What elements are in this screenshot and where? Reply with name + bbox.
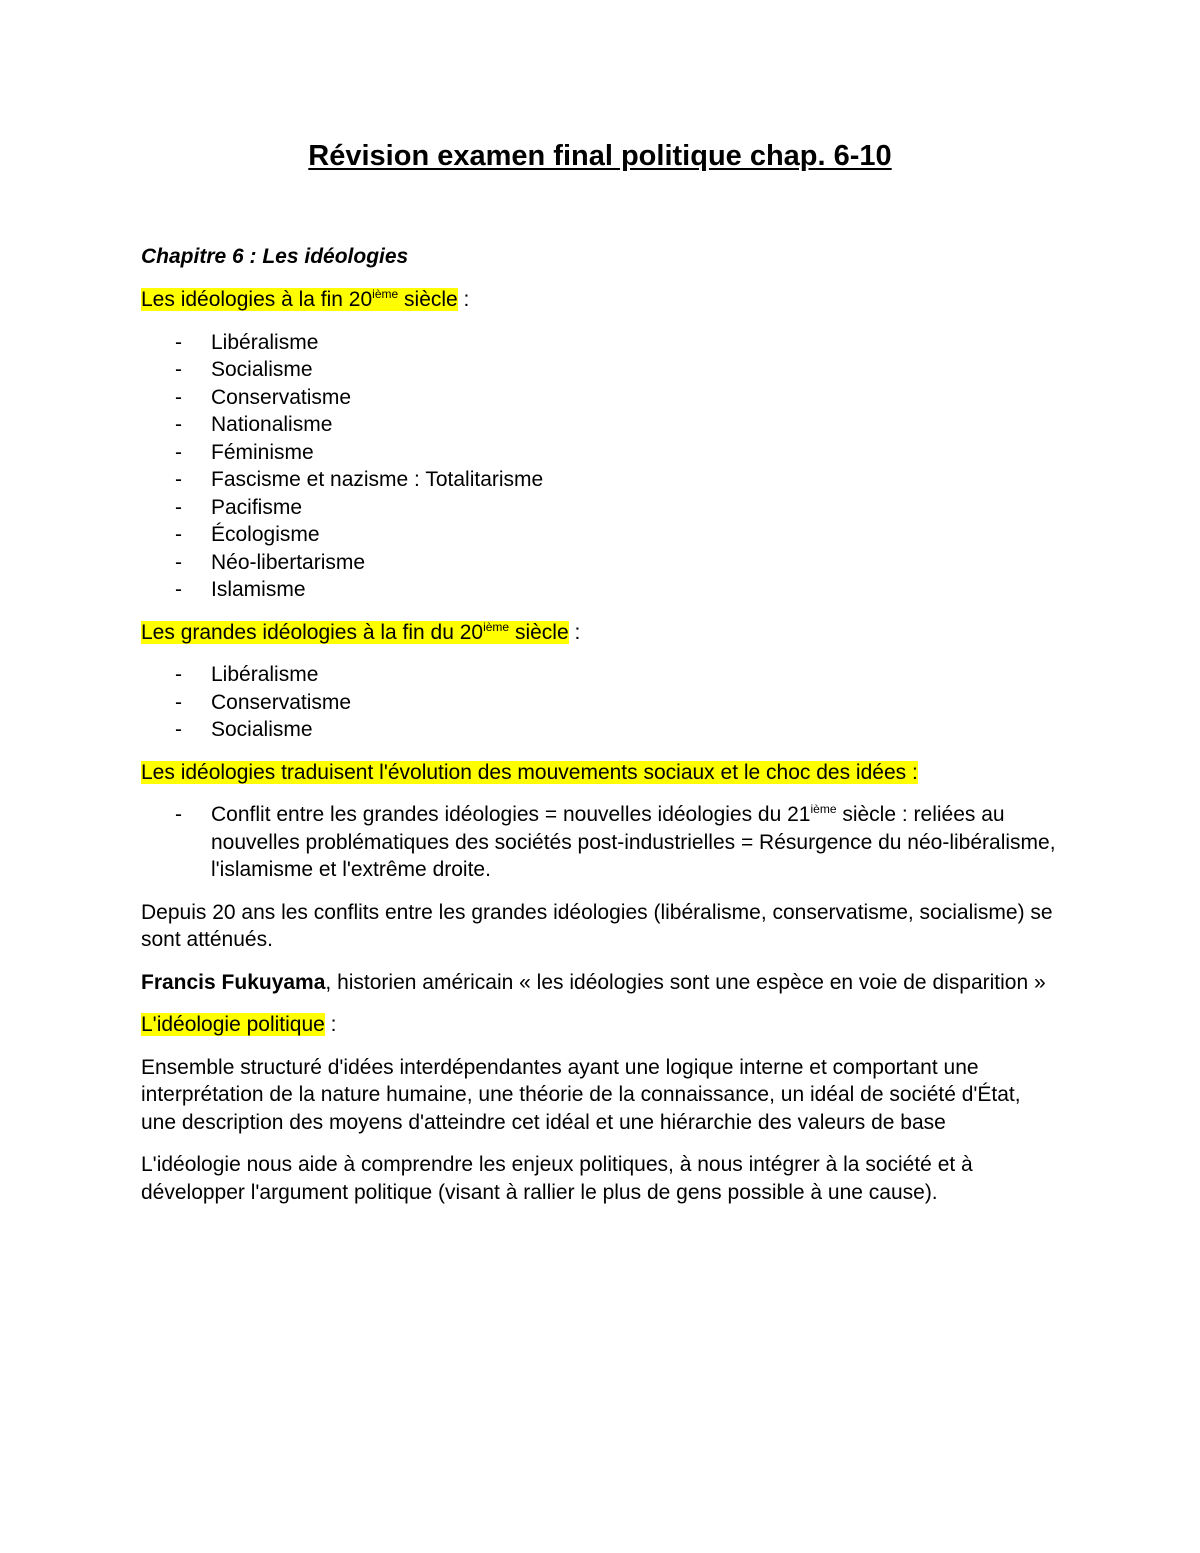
chapter-heading: Chapitre 6 : Les idéologies [141, 245, 409, 268]
paragraph-depuis: Depuis 20 ans les conflits entre les grandes idéologies (libéralisme, conservatisme, socialisme) se sont atténués. [141, 900, 1053, 951]
superscript: ième [372, 287, 399, 301]
document-title: Révision examen final politique chap. 6-10 [308, 140, 892, 172]
dash-marker: - [175, 385, 182, 409]
list-item-text: siècle : reliées au nouvelles problématiques des sociétés post-industrielles = Résurgence du néo-libéralisme, l'islamisme et l'extrême droite. [211, 803, 1056, 881]
list-item-text: Conservatisme [211, 690, 352, 714]
list-item-text: Socialisme [211, 718, 313, 741]
section-heading-ideologie-politique [141, 1011, 1061, 1039]
dash-marker: - [175, 718, 182, 741]
ideologies-list [141, 329, 1061, 604]
heading-text: siècle [509, 620, 569, 644]
list-item [141, 576, 1061, 604]
quote-text: , historien américain « les idéologies sont une espèce en voie de disparition » [325, 970, 1046, 994]
section-heading-ideologies-fin-20e [141, 286, 1061, 314]
highlighted-text [141, 288, 458, 311]
list-item [141, 549, 1061, 577]
heading-colon: : [324, 1013, 337, 1036]
dash-marker: - [175, 330, 182, 354]
dash-marker: - [175, 413, 182, 436]
list-item-text: Écologisme [211, 523, 320, 546]
section-heading-grandes-ideologies [141, 619, 1061, 647]
superscript: ième [483, 619, 510, 634]
list-item [141, 411, 1061, 439]
heading-text: Les grandes idéologies à la fin du 20 [141, 620, 484, 644]
paragraph-closing: L'idéologie nous aide à comprendre les enjeux politiques, à nous intégrer à la société et à développer l'argument politique (visant à rallier le plus de gens possible à une cause). [141, 1153, 973, 1204]
heading-text: siècle [398, 288, 458, 311]
list-item-text: Socialisme [211, 358, 313, 381]
dash-marker: - [175, 440, 182, 464]
heading-colon: : [568, 620, 581, 644]
paragraph-definition: Ensemble structuré d'idées interdépendantes ayant une logique interne et comportant une interprétation de la nature humaine, une théorie de la connaissance, un idéal de société d'État, une description des moyens d'atteindre cet idéal et une hiérarchie des valeurs de base [141, 1055, 1021, 1134]
list-item [141, 716, 1061, 744]
evolution-list [141, 801, 1061, 884]
list-item-text: Islamisme [211, 578, 306, 601]
heading-text: Les idéologies à la fin 20 [141, 288, 373, 311]
list-item [141, 384, 1061, 412]
list-item-text: Nationalisme [211, 413, 333, 436]
highlighted-text [141, 621, 569, 644]
author-name: Francis Fukuyama [141, 970, 326, 994]
superscript: ième [810, 802, 837, 816]
list-item [141, 329, 1061, 357]
dash-marker: - [175, 523, 182, 546]
list-item-text: Pacifisme [211, 495, 303, 519]
list-item [141, 356, 1061, 384]
paragraph-fukuyama [141, 969, 1061, 997]
list-item-text: Conservatisme [211, 385, 352, 409]
dash-marker: - [175, 690, 182, 714]
list-item [141, 521, 1061, 549]
list-item-text: Fascisme et nazisme : Totalitarisme [211, 468, 544, 491]
list-item [141, 466, 1061, 494]
dash-marker: - [175, 578, 182, 601]
list-item-text: Libéralisme [211, 663, 319, 686]
highlighted-text: L'idéologie politique [141, 1013, 325, 1036]
list-item-text: Conflit entre les grandes idéologies = nouvelles idéologies du 21 [211, 803, 811, 826]
list-item [141, 661, 1061, 689]
grandes-ideologies-list [141, 661, 1061, 744]
list-item-text: Libéralisme [211, 330, 319, 354]
document-body [141, 286, 1061, 1221]
dash-marker: - [175, 550, 182, 574]
dash-marker: - [175, 495, 182, 519]
dash-marker: - [175, 663, 182, 686]
list-item [141, 439, 1061, 467]
section-heading-evolution [141, 759, 1061, 787]
list-item [141, 801, 1061, 884]
dash-marker: - [175, 803, 182, 826]
dash-marker: - [175, 358, 182, 381]
list-item [141, 689, 1061, 717]
highlighted-text: Les idéologies traduisent l'évolution des mouvements sociaux et le choc des idées : [141, 760, 918, 784]
list-item-text: Néo-libertarisme [211, 550, 366, 574]
heading-colon: : [457, 288, 470, 311]
list-item-text: Féminisme [211, 440, 314, 464]
list-item [141, 494, 1061, 522]
dash-marker: - [175, 468, 182, 491]
